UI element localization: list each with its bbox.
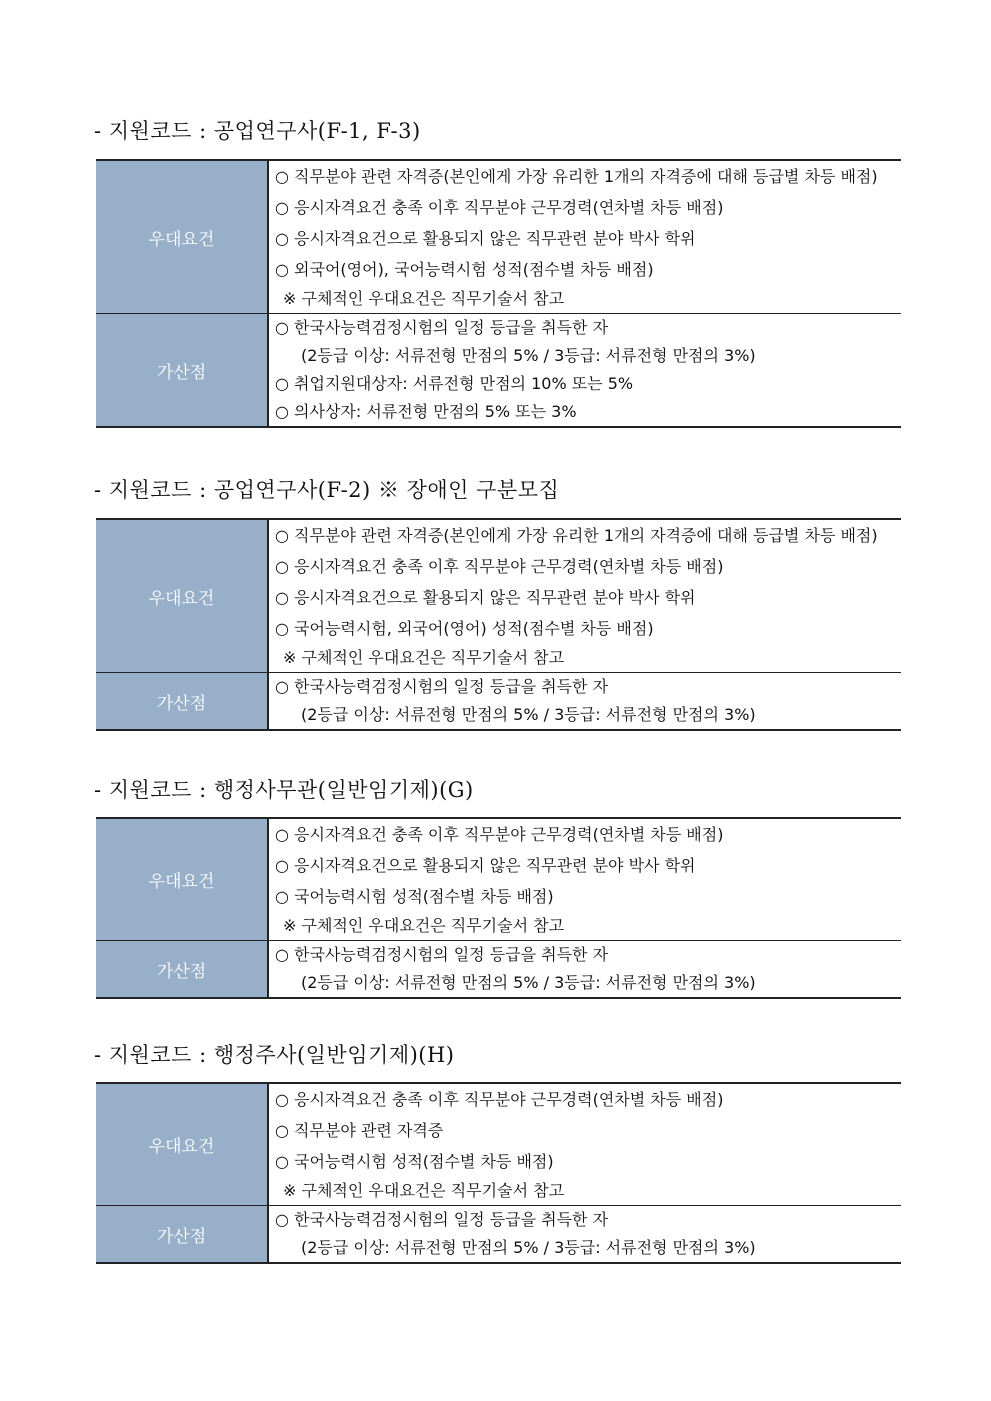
note-text: ※ 구체적인 우대요건은 직무기술서 참고 [283, 648, 565, 667]
note-text: ※ 구체적인 우대요건은 직무기술서 참고 [283, 1181, 565, 1200]
list-item: ○ 직무분야 관련 자격증(본인에게 가장 유리한 1개의 자격증에 대해 등급별 차등 배점) [275, 526, 878, 545]
list-item: ○ 응시자격요건 충족 이후 직무분야 근무경력(연차별 차등 배점) [275, 1090, 724, 1109]
requirements-table [96, 1082, 901, 1264]
list-item-detail: (2등급 이상: 서류전형 만점의 5% / 3등급: 서류전형 만점의 3%) [301, 346, 756, 365]
row-label-bonus: 가산점 [96, 1206, 268, 1264]
list-item: ○ 응시자격요건 충족 이후 직무분야 근무경력(연차별 차등 배점) [275, 557, 724, 576]
list-item-detail: (2등급 이상: 서류전형 만점의 5% / 3등급: 서류전형 만점의 3%) [301, 705, 756, 724]
list-item: ○ 국어능력시험 성적(점수별 차등 배점) [275, 887, 554, 906]
row-content-preference [268, 519, 901, 673]
note-text: ※ 구체적인 우대요건은 직무기술서 참고 [283, 289, 565, 308]
row-content-preference [268, 1083, 901, 1206]
row-label-preference: 우대요건 [96, 1083, 268, 1206]
requirements-table [96, 817, 901, 999]
list-item-detail: (2등급 이상: 서류전형 만점의 5% / 3등급: 서류전형 만점의 3%) [301, 1238, 756, 1257]
list-item: ○ 응시자격요건으로 활용되지 않은 직무관련 분야 박사 학위 [275, 229, 696, 248]
row-label-bonus: 가산점 [96, 673, 268, 731]
list-item: ○ 한국사능력검정시험의 일정 등급을 취득한 자 [275, 318, 609, 337]
row-label-preference: 우대요건 [96, 160, 268, 314]
row-label-bonus: 가산점 [96, 941, 268, 999]
list-item: ○ 응시자격요건 충족 이후 직무분야 근무경력(연차별 차등 배점) [275, 825, 724, 844]
row-label-preference: 우대요건 [96, 519, 268, 673]
list-item-detail: (2등급 이상: 서류전형 만점의 5% / 3등급: 서류전형 만점의 3%) [301, 973, 756, 992]
row-content-bonus [268, 1206, 901, 1264]
section-heading: - 지원코드 : 공업연구사(F-2) ※ 장애인 구분모집 [94, 478, 560, 502]
section-f2 [94, 475, 901, 724]
list-item: ○ 직무분야 관련 자격증(본인에게 가장 유리한 1개의 자격증에 대해 등급별 차등 배점) [275, 167, 878, 186]
row-label-preference: 우대요건 [96, 818, 268, 941]
row-content-bonus [268, 941, 901, 999]
row-content-preference [268, 160, 901, 314]
list-item: ○ 한국사능력검정시험의 일정 등급을 취득한 자 [275, 945, 609, 964]
list-item: ○ 응시자격요건으로 활용되지 않은 직무관련 분야 박사 학위 [275, 856, 696, 875]
row-content-preference [268, 818, 901, 941]
section-h [94, 1040, 901, 1257]
list-item: ○ 국어능력시험, 외국어(영어) 성적(점수별 차등 배점) [275, 619, 654, 638]
list-item: ○ 응시자격요건 충족 이후 직무분야 근무경력(연차별 차등 배점) [275, 198, 724, 217]
row-content-bonus [268, 314, 901, 428]
section-f1-f3 [94, 116, 901, 421]
list-item: ○ 한국사능력검정시험의 일정 등급을 취득한 자 [275, 1210, 609, 1229]
row-label-bonus: 가산점 [96, 314, 268, 428]
section-heading: - 지원코드 : 행정사무관(일반임기제)(G) [94, 778, 474, 802]
section-heading: - 지원코드 : 행정주사(일반임기제)(H) [94, 1043, 455, 1067]
list-item: ○ 의사상자: 서류전형 만점의 5% 또는 3% [275, 402, 577, 421]
row-content-bonus [268, 673, 901, 731]
list-item: ○ 응시자격요건으로 활용되지 않은 직무관련 분야 박사 학위 [275, 588, 696, 607]
list-item: ○ 취업지원대상자: 서류전형 만점의 10% 또는 5% [275, 374, 634, 393]
list-item: ○ 직무분야 관련 자격증 [275, 1121, 444, 1140]
list-item: ○ 한국사능력검정시험의 일정 등급을 취득한 자 [275, 677, 609, 696]
requirements-table [96, 518, 901, 731]
section-heading: - 지원코드 : 공업연구사(F-1, F-3) [94, 119, 421, 143]
list-item: ○ 국어능력시험 성적(점수별 차등 배점) [275, 1152, 554, 1171]
note-text: ※ 구체적인 우대요건은 직무기술서 참고 [283, 916, 565, 935]
section-g [94, 775, 901, 992]
list-item: ○ 외국어(영어), 국어능력시험 성적(점수별 차등 배점) [275, 260, 654, 279]
requirements-table [96, 159, 901, 428]
